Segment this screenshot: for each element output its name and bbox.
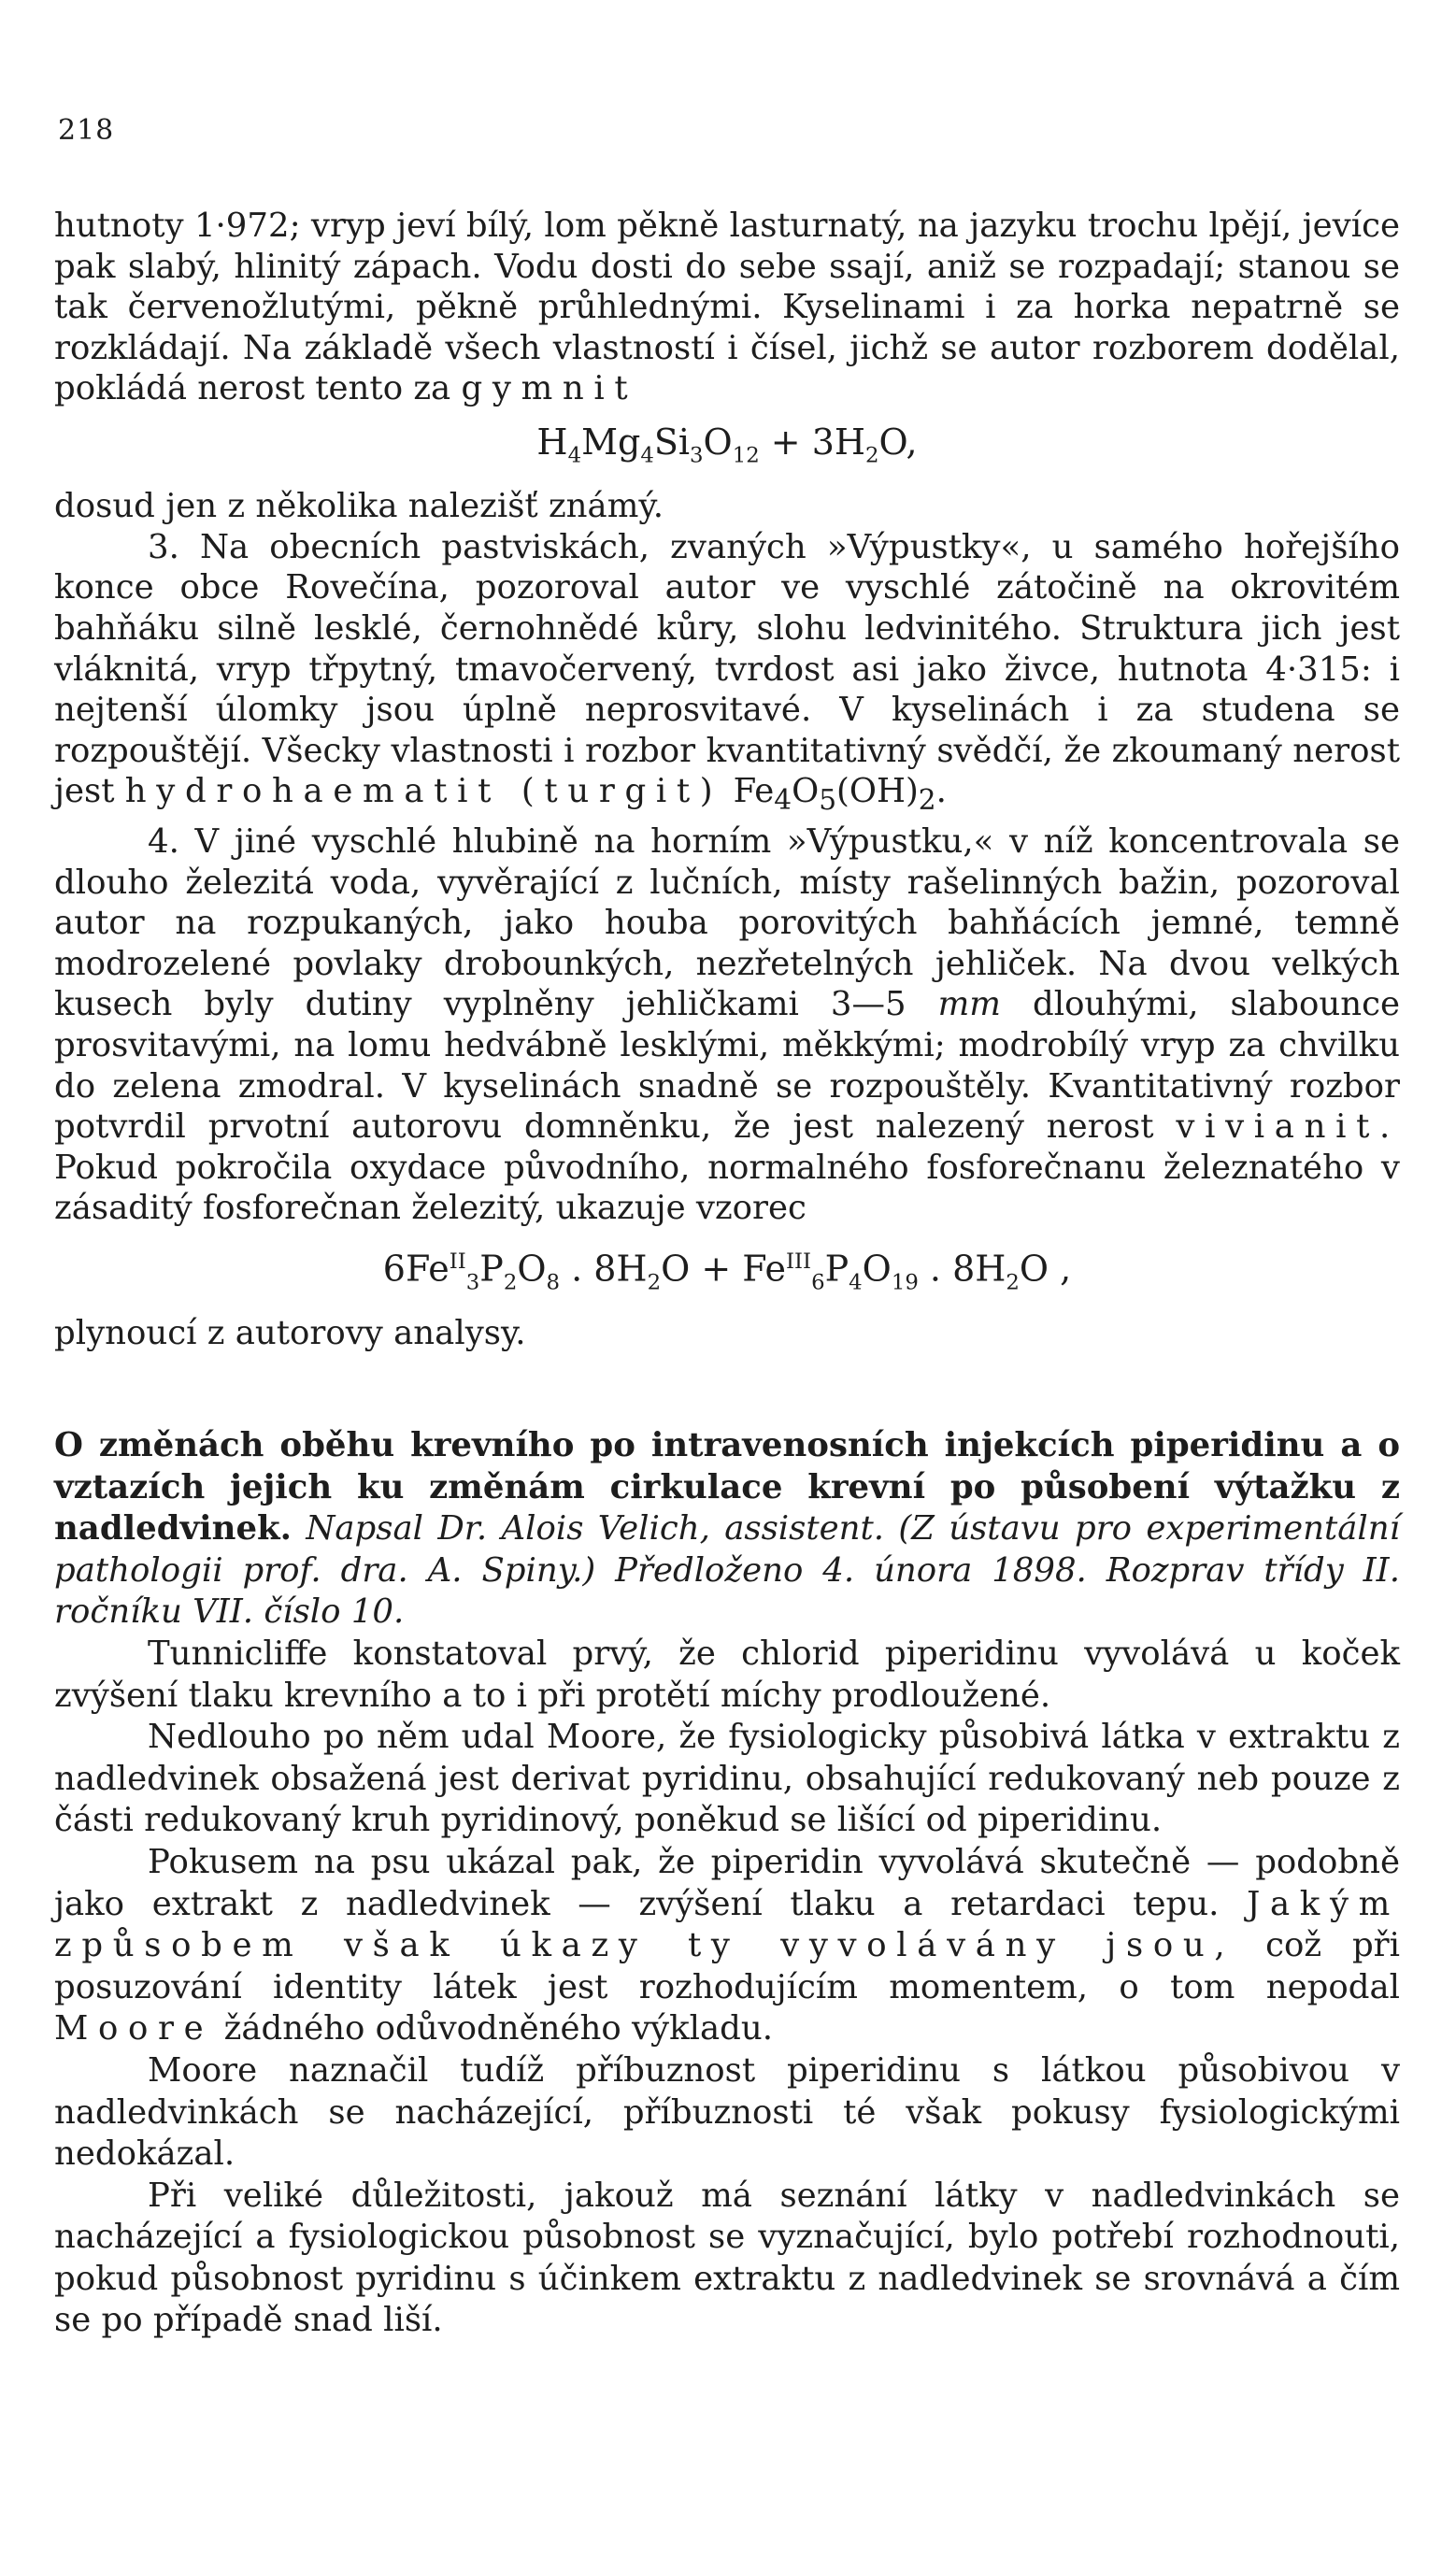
article-heading: O změnách oběhu krevního po intravenosních injekcích piperidinu a o vztazích jejich ku změnám cirkulace krevní po působení výtažku z nadledvinek. Napsal Dr. Alois Velich, assistent. (Z ústavu pro experimentální pathologii prof. dra. A. Spiny.) Předloženo 4. února 1898. Rozprav třídy II. ročníku VII. číslo 10.: [54, 1426, 1400, 1632]
paragraph-3: 3. Na obecních pastviskách, zvaných »Výpustky«, u samého hořejšího konce obce Rovečína, pozoroval autor ve vyschlé zátočině na okrovitém bahňáku silně lesklé, černohnědé kůry, slohu ledvinitého. Struktura jich jest vláknitá, vryp třpytný, tmavočervený, tvrdost asi jako živce, hutnota 4·315: i nejtenší úlomky jsou úplně neprosvitavé. V kyselinách i za studena se rozpouštějí. Všecky vlastnosti i rozbor kvantitativný svědčí, že zkoumaný nerost jest hydrohaematit (turgit) $Fe_4O_5(OH)_2$.: [54, 527, 1400, 817]
article-byline: Napsal Dr. Alois Velich, assistent. (Z ústavu pro experimentální pathologii prof. dra. A. Spiny.) Předloženo 4. února 1898. Rozprav třídy II. ročníku VII. číslo 10.: [54, 1509, 1400, 1632]
article-paragraph-5: Při veliké důležitosti, jakouž má seznání látky v nadledvinkách se nacházející a fysiologickou působnost se vyznačující, bylo potřebí rozhodnouti, pokud působnost pyridinu s účinkem extraktu z nadledvinek se srovnává a čím se po případě snad liší.: [54, 2176, 1400, 2340]
article-paragraph-4: Moore naznačil tudíž příbuznost piperidinu s látkou působivou v nadledvinkách se nacházející, příbuznosti té však pokusy fysiologickými nedokázal.: [54, 2050, 1400, 2174]
article-paragraph-3: Pokusem na psu ukázal pak, že piperidin vyvolává skutečně — podobně jako extrakt z nadledvinek — zvýšení tlaku a retardaci tepu. Jakým způsobem však úkazy ty vyvolávány jsou, což při posuzování identity látek jest rozhodujícím momentem, o tom nepodal Moore žádného odůvodněného výkladu.: [54, 1842, 1400, 2048]
mineral-name-vivianit: vivianit.: [1176, 1107, 1400, 1147]
article-paragraph-2: Nedlouho po něm udal Moore, že fysiologicky působivá látka v extraktu z nadledvinek obsažená jest derivat pyridinu, obsahující redukovaný neb pouze z části redukovaný kruh pyridinový, poněkud se lišící od piperidinu.: [54, 1718, 1400, 1840]
paragraph-gymnit: hutnoty 1·972; vryp jeví bílý, lom pěkně lasturnatý, na jazyku trochu lpějí, jevíce pak slabý, hlinitý zápach. Vodu dosti do sebe ssají, aniž se rozpadají; stanou se tak červenožlutými, pěkně průhlednými. Kyselinami i za horka nepatrně se rozkládají. Na základě všech vlastností i čísel, jichž se autor rozborem dodělal, pokládá nerost tento za gymnit: [54, 207, 1400, 408]
page-number: 218: [58, 114, 115, 147]
formula-gymnit: $H_4Mg_4Si_3O_{12} + 3H_2O$,: [536, 421, 918, 468]
paragraph-analysis: plynoucí z autorovy analysy.: [54, 1313, 526, 1352]
formula-turgit: $Fe_4O_5(OH)_2$.: [733, 772, 947, 817]
paragraph-4: 4. V jiné vyschlé hlubině na horním »Výpustku,« v níž koncentrovala se dlouho železitá voda, vyvěrající z lučních, místy rašelinných bažin, pozoroval autor na rozpukaných, jako houba porovitých bahňácích jemné, temně modrozelené povlaky drobounkých, nezřetelných jehliček. Na dvou velkých kusech byly dutiny vyplněny jehličkami 3—5 mm dlouhými, slabounce prosvitavými, na lomu hedvábně lesklými, měkkými; modrobílý vryp za chvilku do zelena zmodral. V kyselinách snadně se rozpouštěly. Kvantitativný rozbor potvrdil prvotní autorovu domněnku, že jest nalezený nerost vivianit. Pokud pokročila oxydace původního, normalného fosforečnanu železnatého v zásaditý fosforečnan železitý, ukazuje vzorec: [54, 822, 1400, 1228]
formula-vivianit: $6Fe^{II}_3P_2O_8$ . $8H_2O + Fe^{III}_6P_4O_{19}$ . $8H_2O$ ,: [382, 1248, 1072, 1295]
mineral-name-gymnit: gymnit: [461, 369, 638, 408]
article-section: [54, 1425, 1400, 2342]
article-paragraph-1: Tunnicliffe konstatoval prvý, že chlorid piperidinu vyvolává u koček zvýšení tlaku krevního a to i při protětí míchy prodloužené.: [54, 1634, 1400, 1715]
paragraph-known: dosud jen z několika nalezišť známý.: [54, 487, 664, 526]
mineral-name-hydrohaematit: hydrohaematit (turgit): [124, 772, 723, 811]
mineral-section: [54, 206, 1400, 1353]
